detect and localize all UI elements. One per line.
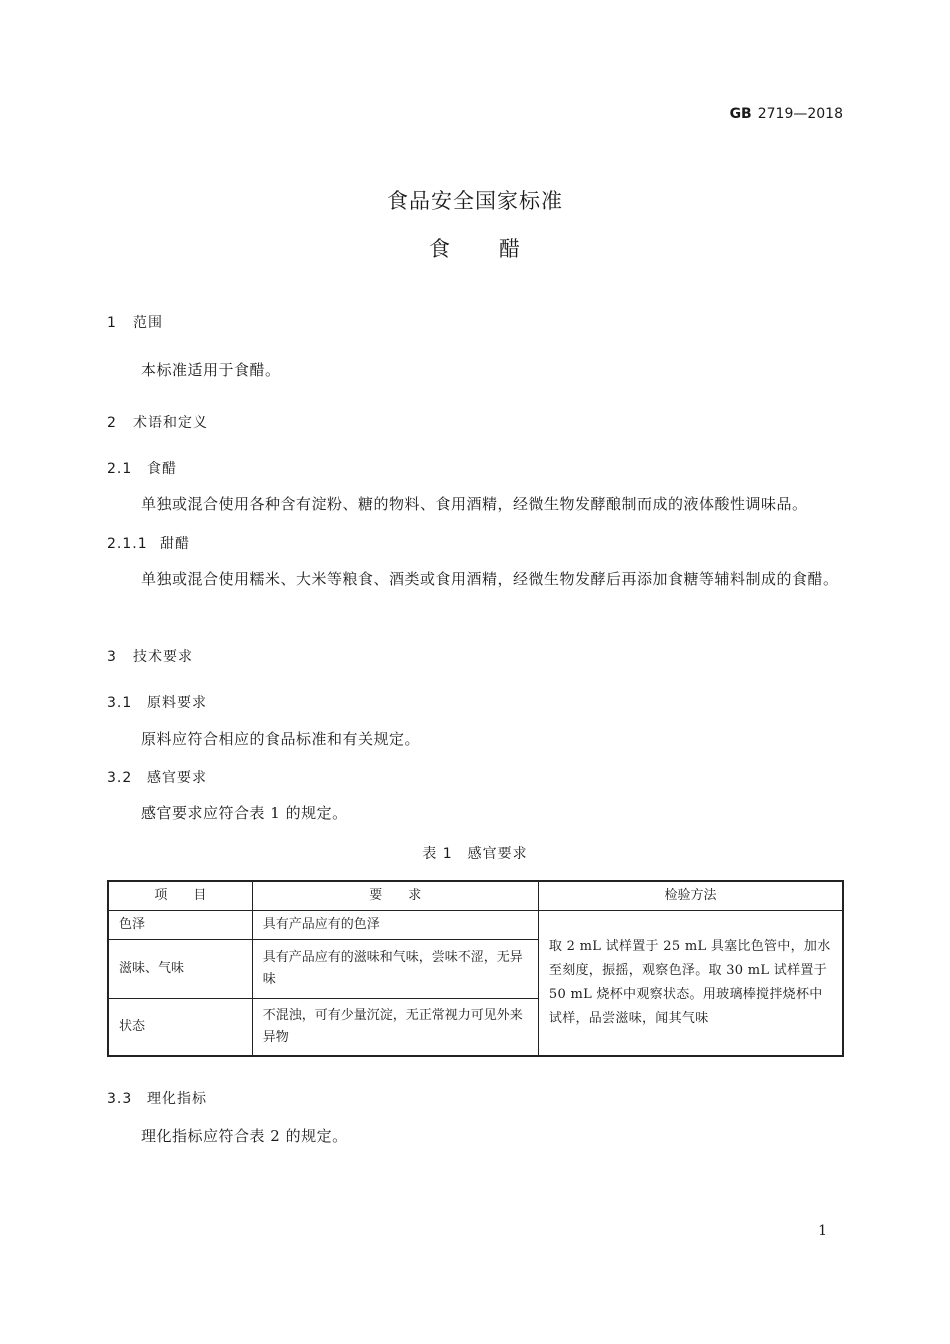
section-number: 3 (107, 649, 117, 665)
standard-code (730, 106, 843, 122)
section-number: 2.1.1 (107, 536, 148, 552)
section-3-2-text (107, 801, 843, 826)
row-requirement: 具有产品应有的色泽 (252, 911, 538, 940)
section-2-1-1-text (107, 567, 843, 592)
section-3-1-text (107, 727, 843, 752)
document-title: 食品安全国家标准 (387, 189, 563, 213)
section-number: 2 (107, 415, 117, 431)
standard-number: 2719—2018 (757, 106, 843, 122)
document-subtitle (0, 233, 950, 263)
column-header-requirement: 要 求 (252, 881, 538, 911)
section-title: 术语和定义 (133, 415, 208, 431)
page-number: 1 (818, 1223, 827, 1239)
section-title: 范围 (133, 315, 163, 331)
row-requirement: 不混浊，可有少量沉淀，无正常视力可见外来异物 (252, 999, 538, 1057)
section-heading-3-2 (107, 767, 207, 787)
section-title: 甜醋 (160, 536, 190, 552)
section-number: 2.1 (107, 461, 133, 477)
subtitle-char-1: 食 (429, 237, 451, 261)
column-header-item: 项 目 (108, 881, 252, 911)
paragraph-text: 本标准适用于食醋。 (141, 361, 281, 379)
section-heading-3 (107, 646, 193, 666)
row-item: 滋味、气味 (108, 940, 252, 999)
paragraph-text: 原料应符合相应的食品标准和有关规定。 (141, 730, 421, 748)
paragraph-text: 单独或混合使用各种含有淀粉、糖的物料、食用酒精，经微生物发酵酿制而成的液体酸性调味品。 (141, 495, 808, 513)
subtitle-char-2: 醋 (499, 237, 521, 261)
section-number: 3.3 (107, 1091, 133, 1107)
row-requirement: 具有产品应有的滋味和气味，尝味不涩，无异味 (252, 940, 538, 999)
paragraph-text: 单独或混合使用糯米、大米等粮食、酒类或食用酒精，经微生物发酵后再添加食糖等辅料制成的食醋。 (141, 570, 839, 588)
row-item: 色泽 (108, 911, 252, 940)
table-row (108, 911, 843, 940)
section-heading-3-1 (107, 692, 207, 712)
table-header-row (108, 881, 843, 911)
test-method-cell: 取 2 mL 试样置于 25 mL 具塞比色管中，加水至刻度，振摇，观察色泽。取 30 mL 试样置于 50 mL 烧杯中观察状态。用玻璃棒搅拌烧杯中试样，品尝滋味，闻其气味 (538, 911, 843, 1057)
section-3-3-text (107, 1124, 843, 1149)
section-heading-1 (107, 312, 163, 332)
section-heading-2 (107, 412, 208, 432)
section-number: 3.2 (107, 770, 133, 786)
sensory-requirements-table (107, 880, 844, 1057)
section-title: 技术要求 (133, 649, 193, 665)
section-title: 原料要求 (147, 695, 207, 711)
section-heading-2-1-1 (107, 533, 190, 553)
section-title: 感官要求 (147, 770, 207, 786)
section-number: 3.1 (107, 695, 133, 711)
row-item: 状态 (108, 999, 252, 1057)
section-heading-2-1 (107, 458, 177, 478)
paragraph-text: 理化指标应符合表 2 的规定。 (141, 1127, 348, 1145)
section-number: 1 (107, 315, 117, 331)
section-title: 理化指标 (147, 1091, 207, 1107)
section-title: 食醋 (147, 461, 177, 477)
table-caption: 表 1 感官要求 (422, 846, 528, 862)
column-header-method: 检验方法 (538, 881, 843, 911)
standard-prefix: GB (729, 106, 752, 122)
section-1-text (107, 358, 843, 383)
section-2-1-text (107, 492, 843, 517)
section-heading-3-3 (107, 1088, 207, 1108)
paragraph-text: 感官要求应符合表 1 的规定。 (141, 804, 348, 822)
